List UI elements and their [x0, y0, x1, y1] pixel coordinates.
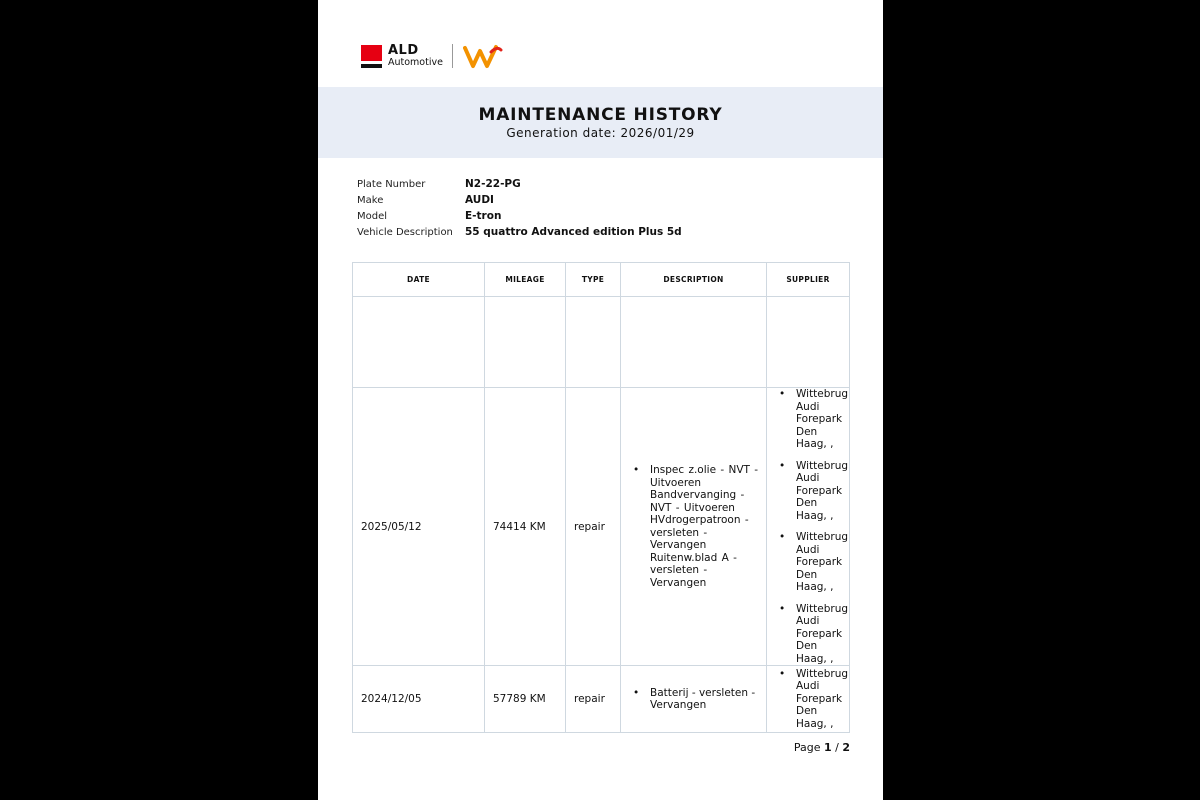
ald-logo-line2: Automotive — [388, 57, 443, 69]
cell-description — [621, 666, 767, 733]
logo-separator — [452, 44, 453, 68]
generation-date: Generation date: 2026/01/29 — [506, 126, 695, 140]
cell-type: repair — [566, 666, 621, 733]
supplier-item: • Wittebrug Audi Forepark Den Haag, , — [775, 388, 845, 451]
table-header-row — [353, 263, 850, 297]
supplier-item: • Wittebrug Audi Forepark Den Haag, , — [775, 531, 845, 594]
cell-mileage: 57789 KM — [485, 666, 566, 733]
col-header-date: DATE — [353, 263, 485, 297]
info-label: Plate Number — [357, 178, 426, 190]
cell-mileage: 74414 KM — [485, 388, 566, 666]
vehicle-info — [357, 176, 682, 240]
cell-supplier — [767, 666, 850, 733]
info-value: 55 quattro Advanced edition Plus 5d — [465, 226, 682, 238]
supplier-item: • Wittebrug Audi Forepark Den Haag, , — [775, 603, 845, 666]
table-row-empty — [353, 297, 850, 388]
leaseplan-logo-icon — [463, 42, 503, 70]
page-indicator — [794, 741, 850, 754]
document-title: MAINTENANCE HISTORY — [478, 105, 723, 125]
ald-logo-line1: ALD — [388, 43, 419, 59]
supplier-item: • Wittebrug Audi Forepark Den Haag, , — [775, 460, 845, 523]
col-header-type: TYPE — [566, 263, 621, 297]
ald-logo-mark — [361, 45, 382, 68]
cell-date: 2024/12/05 — [353, 666, 485, 733]
col-header-supplier: SUPPLIER — [767, 263, 850, 297]
info-label: Make — [357, 194, 384, 206]
info-value: E-tron — [465, 210, 502, 222]
document-page — [318, 0, 883, 800]
col-header-description: DESCRIPTION — [621, 263, 767, 297]
page-separator: / — [835, 741, 839, 754]
title-band — [318, 87, 883, 158]
info-label: Model — [357, 210, 388, 222]
col-header-mileage: MILEAGE — [485, 263, 566, 297]
page-total: 2 — [842, 741, 850, 754]
logo-row — [361, 42, 503, 70]
maintenance-table — [352, 262, 850, 733]
description-item: • Batterij - versleten - Vervangen — [629, 687, 762, 712]
page-label: Page — [793, 741, 821, 754]
cell-type: repair — [566, 388, 621, 666]
info-row-plate — [357, 176, 682, 192]
info-label: Vehicle Description — [357, 226, 453, 238]
info-row-make — [357, 192, 682, 208]
page-current: 1 — [823, 741, 832, 754]
table-row — [353, 666, 850, 733]
info-row-model — [357, 208, 682, 224]
info-value: AUDI — [465, 194, 494, 206]
cell-supplier — [767, 388, 850, 666]
supplier-item: • Wittebrug Audi Forepark Den Haag, , — [775, 668, 845, 731]
ald-logo-text — [388, 44, 443, 68]
table-row — [353, 388, 850, 666]
description-item: • Inspec z.olie - NVT - Uitvoeren Bandvervanging - NVT - Uitvoeren HVdrogerpatroon - versleten - Vervangen Ruitenw.blad A - versleten - Vervangen — [629, 464, 762, 589]
info-row-description — [357, 224, 682, 240]
cell-date: 2025/05/12 — [353, 388, 485, 666]
info-value: N2-22-PG — [465, 178, 521, 190]
cell-description — [621, 388, 767, 666]
